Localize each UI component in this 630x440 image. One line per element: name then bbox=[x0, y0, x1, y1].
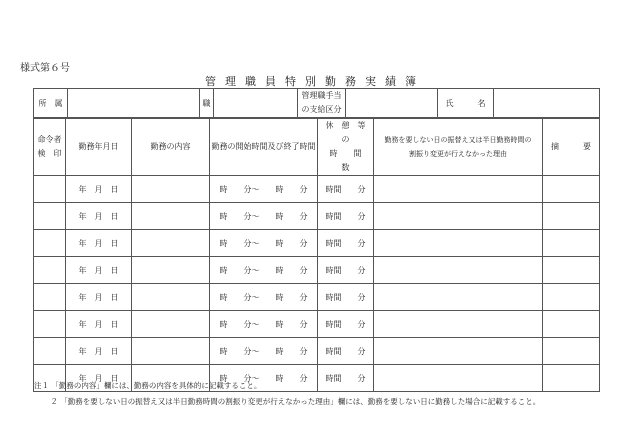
time-cell[interactable]: 時 分〜 時 分 bbox=[210, 365, 318, 392]
table-row bbox=[34, 176, 600, 203]
remarks-cell[interactable] bbox=[543, 284, 600, 311]
date-cell[interactable]: 年 月 日 bbox=[66, 203, 132, 230]
content-cell[interactable] bbox=[132, 203, 210, 230]
remarks-cell[interactable] bbox=[543, 311, 600, 338]
time-cell[interactable]: 時 分〜 時 分 bbox=[210, 230, 318, 257]
content-cell[interactable] bbox=[132, 257, 210, 284]
time-cell[interactable]: 時 分〜 時 分 bbox=[210, 311, 318, 338]
reason-cell[interactable] bbox=[374, 338, 543, 365]
affiliation-label: 所 属 bbox=[34, 89, 68, 118]
form-number: 様式第６号 bbox=[20, 63, 70, 74]
stamp-cell[interactable] bbox=[34, 338, 66, 365]
reason-header-line1: 勤務を要しない日の振替え又は半日勤務時間の bbox=[384, 136, 532, 144]
content-header: 勤務の内容 bbox=[132, 119, 210, 176]
allowance-label-line2: の支給区分 bbox=[301, 105, 342, 114]
content-cell[interactable] bbox=[132, 284, 210, 311]
date-cell[interactable]: 年 月 日 bbox=[66, 284, 132, 311]
remarks-cell[interactable] bbox=[543, 203, 600, 230]
rest-cell[interactable]: 時間 分 bbox=[318, 176, 374, 203]
note-2-text: 「勤務を要しない日の振替え又は半日勤務時間の割振り変更が行えなかった理由」欄には、勤務を要しない日に勤務した場合に記載すること。 bbox=[60, 397, 541, 406]
stamp-header bbox=[34, 119, 66, 176]
stamp-cell[interactable] bbox=[34, 230, 66, 257]
content-cell[interactable] bbox=[132, 230, 210, 257]
remarks-cell[interactable] bbox=[543, 365, 600, 392]
name-field[interactable] bbox=[494, 89, 600, 118]
table-row bbox=[34, 257, 600, 284]
content-cell[interactable] bbox=[132, 176, 210, 203]
reason-cell[interactable] bbox=[374, 176, 543, 203]
note-2 bbox=[34, 394, 540, 410]
remarks-header: 摘 要 bbox=[543, 119, 600, 176]
rest-cell[interactable]: 時間 分 bbox=[318, 365, 374, 392]
table-row bbox=[34, 311, 600, 338]
position-field[interactable] bbox=[214, 89, 298, 118]
date-cell[interactable]: 年 月 日 bbox=[66, 230, 132, 257]
affiliation-field[interactable] bbox=[68, 89, 200, 118]
remarks-cell[interactable] bbox=[543, 230, 600, 257]
date-header: 勤務年月日 bbox=[66, 119, 132, 176]
time-cell[interactable]: 時 分〜 時 分 bbox=[210, 338, 318, 365]
page-title: 管理職員特別勤務実績簿 bbox=[205, 75, 425, 88]
table-body bbox=[34, 176, 600, 392]
reason-header-line2: 割振り変更が行えなかった理由 bbox=[409, 150, 507, 158]
rest-cell[interactable]: 時間 分 bbox=[318, 257, 374, 284]
rest-header-line2: 時 間 数 bbox=[329, 149, 378, 172]
reason-cell[interactable] bbox=[374, 311, 543, 338]
reason-header bbox=[374, 119, 543, 176]
rest-header-line1: 休 憩 等 の bbox=[325, 121, 374, 144]
date-cell[interactable]: 年 月 日 bbox=[66, 176, 132, 203]
reason-cell[interactable] bbox=[374, 203, 543, 230]
rest-cell[interactable]: 時間 分 bbox=[318, 203, 374, 230]
stamp-cell[interactable] bbox=[34, 203, 66, 230]
time-cell[interactable]: 時 分〜 時 分 bbox=[210, 176, 318, 203]
table-row bbox=[34, 284, 600, 311]
date-cell[interactable]: 年 月 日 bbox=[66, 257, 132, 284]
table-row bbox=[34, 230, 600, 257]
allowance-label-line1: 管理職手当 bbox=[301, 91, 342, 100]
remarks-cell[interactable] bbox=[543, 176, 600, 203]
note-1-label: 注１ bbox=[34, 381, 49, 390]
rest-cell[interactable]: 時間 分 bbox=[318, 284, 374, 311]
header-table bbox=[33, 88, 600, 118]
record-table bbox=[33, 118, 600, 392]
stamp-header-line2: 検 印 bbox=[37, 149, 62, 158]
reason-cell[interactable] bbox=[374, 230, 543, 257]
date-cell[interactable]: 年 月 日 bbox=[66, 338, 132, 365]
stamp-cell[interactable] bbox=[34, 284, 66, 311]
rest-cell[interactable]: 時間 分 bbox=[318, 338, 374, 365]
content-cell[interactable] bbox=[132, 311, 210, 338]
allowance-label bbox=[298, 89, 346, 118]
name-label: 氏 名 bbox=[438, 89, 494, 118]
table-row bbox=[34, 203, 600, 230]
note-1-text: 「勤務の内容」欄には、勤務の内容を具体的に記載すること。 bbox=[51, 381, 262, 390]
date-cell[interactable]: 年 月 日 bbox=[66, 311, 132, 338]
time-header: 勤務の開始時間及び終了時間 bbox=[210, 119, 318, 176]
position-label: 職 bbox=[200, 89, 214, 118]
time-cell[interactable]: 時 分〜 時 分 bbox=[210, 284, 318, 311]
stamp-cell[interactable] bbox=[34, 311, 66, 338]
reason-cell[interactable] bbox=[374, 257, 543, 284]
allowance-field[interactable] bbox=[346, 89, 438, 118]
rest-header bbox=[318, 119, 378, 176]
stamp-cell[interactable] bbox=[34, 257, 66, 284]
stamp-header-line1: 命令者 bbox=[37, 135, 62, 144]
date-cell[interactable]: 年 月 日 bbox=[66, 365, 132, 392]
notes bbox=[34, 378, 540, 410]
time-cell[interactable]: 時 分〜 時 分 bbox=[210, 203, 318, 230]
note-1 bbox=[34, 378, 540, 394]
remarks-cell[interactable] bbox=[543, 257, 600, 284]
column-header-row bbox=[34, 119, 600, 176]
remarks-cell[interactable] bbox=[543, 338, 600, 365]
time-cell[interactable]: 時 分〜 時 分 bbox=[210, 257, 318, 284]
note-2-label: ２ bbox=[50, 397, 58, 406]
stamp-cell[interactable] bbox=[34, 176, 66, 203]
reason-cell[interactable] bbox=[374, 284, 543, 311]
table-row bbox=[34, 338, 600, 365]
rest-cell[interactable]: 時間 分 bbox=[318, 230, 374, 257]
rest-cell[interactable]: 時間 分 bbox=[318, 311, 374, 338]
content-cell[interactable] bbox=[132, 338, 210, 365]
